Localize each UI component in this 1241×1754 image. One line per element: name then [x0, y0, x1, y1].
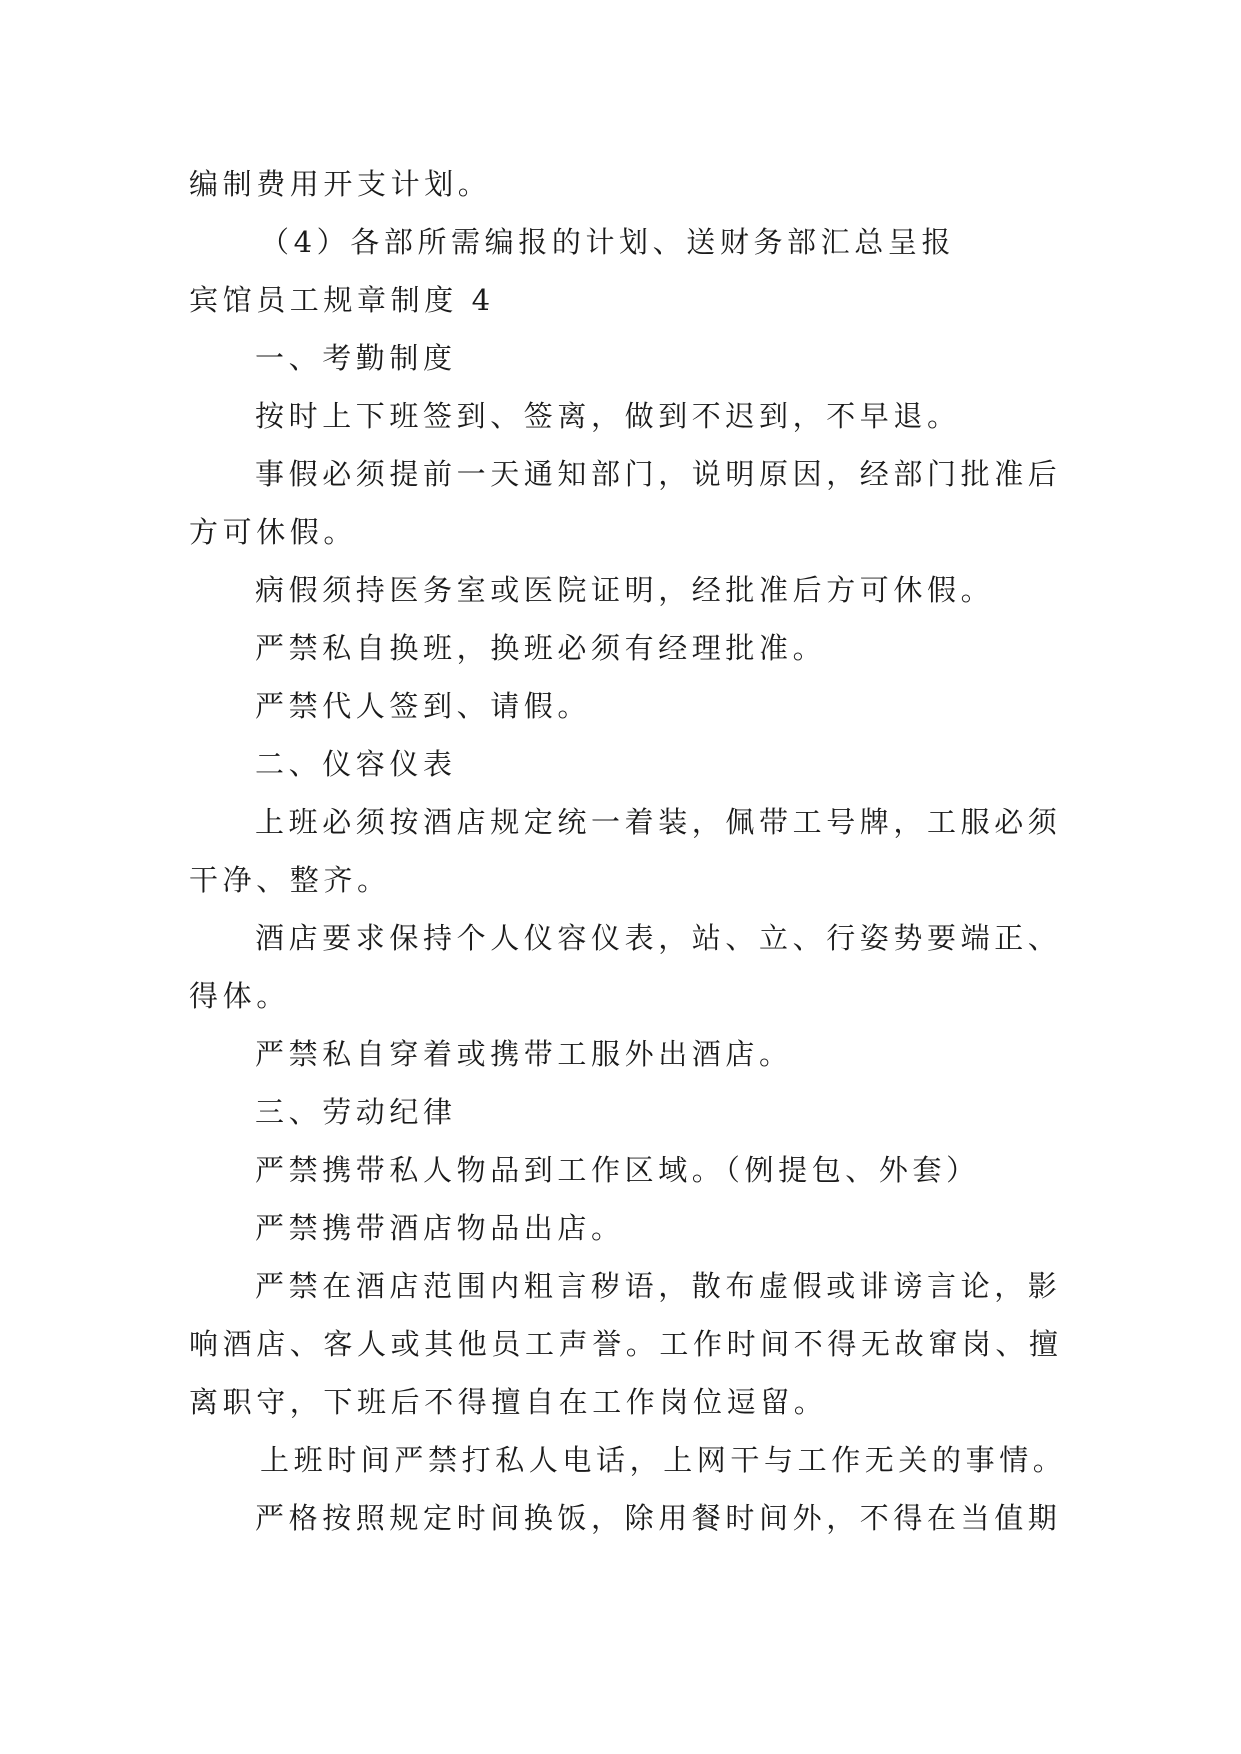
text-line: 上班必须按酒店规定统一着装，佩带工号牌，工服必须: [255, 805, 1062, 839]
section-title: 宾馆员工规章制度 4: [189, 283, 495, 317]
text-line: （4）各部所需编报的计划、送财务部汇总呈报: [260, 225, 956, 259]
text-line: 方可休假。: [189, 515, 358, 549]
text-line: 离职守，下班后不得擅自在工作岗位逗留。: [189, 1385, 828, 1419]
text-line: 得体。: [189, 979, 290, 1013]
text-line: 干净、整齐。: [189, 863, 391, 897]
text-line: 严禁私自穿着或携带工服外出酒店。: [255, 1037, 793, 1071]
text-line: 严禁在酒店范围内粗言秽语，散布虚假或诽谤言论，影: [255, 1269, 1062, 1303]
text-line: 响酒店、客人或其他员工声誉。工作时间不得无故窜岗、擅: [189, 1327, 1063, 1361]
text-line: 事假必须提前一天通知部门，说明原因，经部门批准后: [255, 457, 1062, 491]
text-line: 酒店要求保持个人仪容仪表，站、立、行姿势要端正、: [255, 921, 1062, 955]
text-line: 上班时间严禁打私人电话，上网干与工作无关的事情。: [260, 1443, 1067, 1477]
text-line: 病假须持医务室或医院证明，经批准后方可休假。: [255, 573, 995, 607]
section-heading: 三、劳动纪律: [255, 1095, 457, 1129]
text-line: 严禁携带酒店物品出店。: [255, 1211, 625, 1245]
section-heading: 一、考勤制度: [255, 341, 457, 375]
text-line: 严禁代人签到、请假。: [255, 689, 592, 723]
text-line: 严格按照规定时间换饭，除用餐时间外，不得在当值期: [255, 1501, 1062, 1535]
text-line: 按时上下班签到、签离，做到不迟到，不早退。: [255, 399, 961, 433]
text-line: 严禁私自换班，换班必须有经理批准。: [255, 631, 827, 665]
text-line: 编制费用开支计划。: [189, 167, 492, 201]
section-heading: 二、仪容仪表: [255, 747, 457, 781]
text-line: 严禁携带私人物品到工作区域。（例提包、外套）: [255, 1153, 980, 1187]
